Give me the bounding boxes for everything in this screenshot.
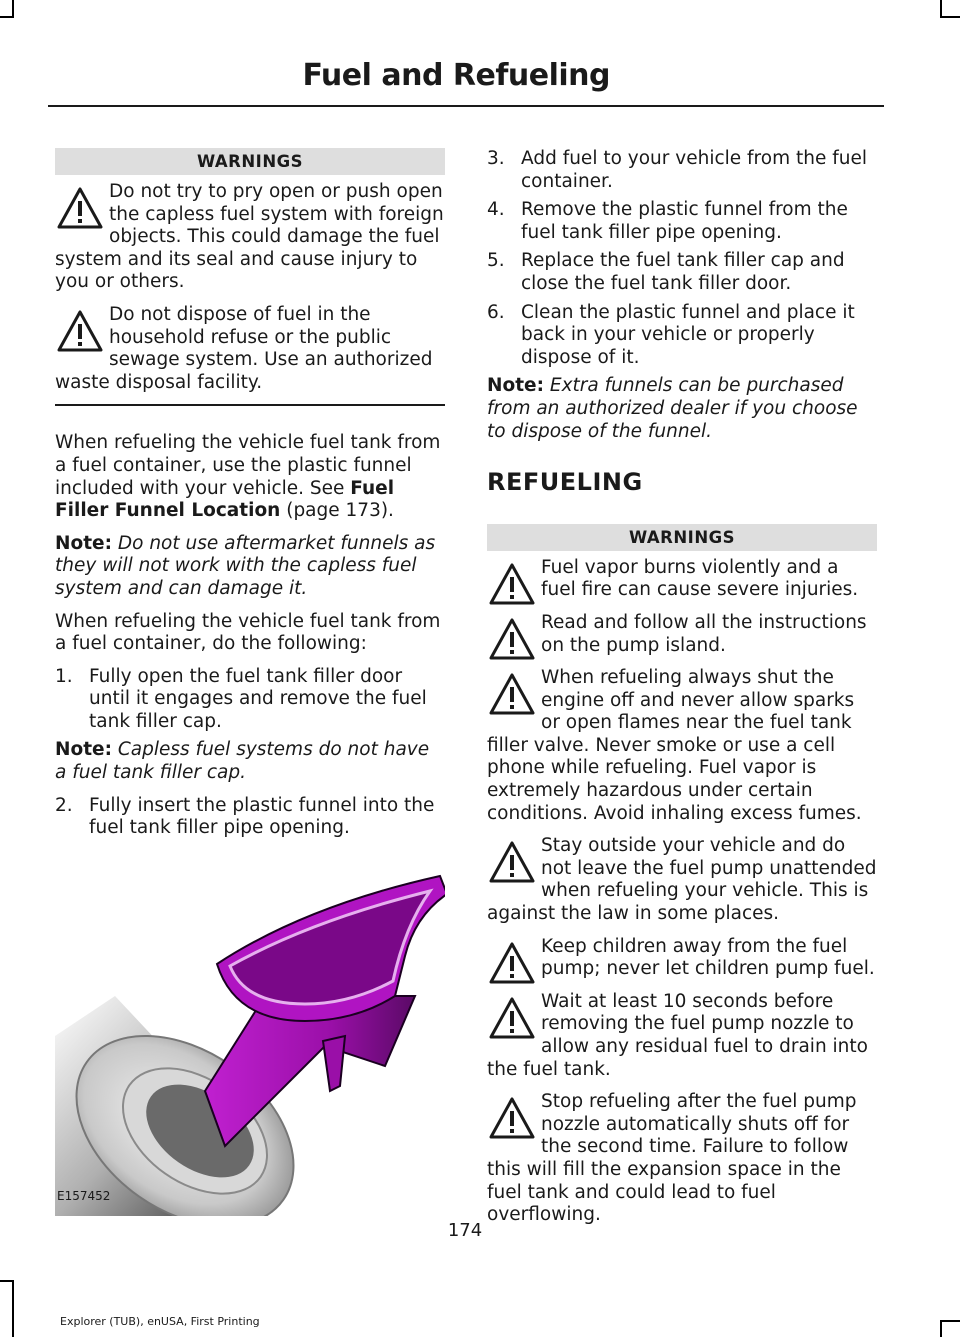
- warning-item: [487, 936, 877, 981]
- warning-item: [487, 1091, 877, 1227]
- crop-mark: [0, 1280, 14, 1282]
- intro-text: When refueling the vehicle fuel tank from a fuel container, use the plastic funnel included with your vehicle. See: [55, 432, 441, 499]
- warning-triangle-icon: [55, 185, 105, 231]
- section-heading: REFUELING: [487, 468, 643, 497]
- warning-item: [55, 181, 445, 294]
- funnel-illustration: [55, 846, 445, 1216]
- note-label: Note:: [55, 739, 112, 761]
- page-number: 174: [447, 1220, 483, 1241]
- page-title: Fuel and Refueling: [302, 58, 610, 93]
- step-text: Clean the plastic funnel and place it back in your vehicle or properly dispose of it.: [521, 301, 855, 368]
- note: [487, 375, 877, 443]
- crop-mark: [12, 1280, 14, 1337]
- warning-text: Do not try to pry open or push open the capless fuel system with foreign objects. This could damage the fuel system and its seal and cause injury to you or others.: [55, 181, 444, 293]
- warning-text: Read and follow all the instructions on the pump island.: [541, 611, 867, 656]
- warning-triangle-icon: [487, 839, 537, 885]
- warning-triangle-icon: [55, 308, 105, 354]
- crop-mark: [940, 1320, 960, 1322]
- step-item: [487, 250, 877, 295]
- step-number: 2.: [55, 794, 73, 816]
- warning-triangle-icon: [487, 561, 537, 607]
- note-body: Extra funnels can be purchased from an authorized dealer if you choose to dispose of the funnel.: [487, 375, 858, 442]
- step-number: 3.: [487, 148, 505, 169]
- step-item: [55, 795, 445, 840]
- step-list: [55, 795, 445, 840]
- crop-mark: [0, 16, 14, 18]
- step-item: [55, 666, 445, 734]
- warning-item: [55, 304, 445, 394]
- left-column: [55, 148, 445, 1216]
- note: [55, 533, 445, 601]
- step-text: Fully insert the plastic funnel into the fuel tank filler pipe opening.: [89, 794, 435, 839]
- warning-text: Stop refueling after the fuel pump nozzle automatically shuts off for the second time. Failure to follow this will fill the expansion space in the fuel tank and could lead to fuel overflowing.: [487, 1091, 857, 1226]
- step-list: [55, 666, 445, 734]
- right-column: [487, 148, 877, 1237]
- step-text: Add fuel to your vehicle from the fuel container.: [521, 148, 867, 192]
- step-number: 6.: [487, 301, 505, 323]
- step-item: [487, 148, 877, 193]
- warning-text: Wait at least 10 seconds before removing the fuel pump nozzle to allow any residual fuel to drain into the fuel tank.: [487, 990, 868, 1080]
- warnings-bar: WARNINGS: [487, 524, 877, 551]
- crop-mark: [940, 16, 960, 18]
- step-text: Replace the fuel tank filler cap and close the fuel tank filler door.: [521, 250, 845, 294]
- warning-item: [487, 557, 877, 602]
- warning-item: [487, 991, 877, 1081]
- warning-text: When refueling always shut the engine off and never allow sparks or open flames near the fuel tank filler valve. Never smoke or use a cell phone while refueling. Fuel vapor is extremely hazardous under certain conditions. Avoid inhaling excess fumes.: [487, 667, 862, 824]
- step-number: 1.: [55, 665, 73, 687]
- warnings-end-rule: [55, 404, 445, 406]
- footer-text: Explorer (TUB), enUSA, First Printing: [60, 1315, 260, 1328]
- note-body: Do not use aftermarket funnels as they will not work with the capless fuel system and can damage it.: [55, 532, 436, 599]
- warning-text: Do not dispose of fuel in the household refuse or the public sewage system. Use an authorized waste disposal facility.: [55, 303, 433, 393]
- note-label: Note:: [487, 375, 544, 397]
- figure-code: E157452: [57, 1189, 111, 1204]
- step-number: 4.: [487, 199, 505, 221]
- warning-item: [487, 667, 877, 825]
- step-text: Fully open the fuel tank filler door until it engages and remove the fuel tank filler cap.: [89, 665, 427, 732]
- procedure-intro: When refueling the vehicle fuel tank from a fuel container, do the following:: [55, 610, 441, 655]
- step-item: [487, 302, 877, 370]
- intro-paragraph: [55, 432, 445, 522]
- warning-text: Fuel vapor burns violently and a fuel fire can cause severe injuries.: [541, 556, 859, 601]
- warning-triangle-icon: [487, 1095, 537, 1141]
- note-body: Capless fuel systems do not have a fuel tank filler cap.: [55, 739, 430, 784]
- warning-triangle-icon: [487, 616, 537, 662]
- step-list: [487, 148, 877, 369]
- warning-triangle-icon: [487, 671, 537, 717]
- intro-page-ref: (page 173).: [280, 500, 394, 522]
- warning-item: [487, 612, 877, 657]
- warning-triangle-icon: [487, 995, 537, 1041]
- step-item: [487, 199, 877, 244]
- header-rule: [48, 105, 884, 107]
- warning-text: Stay outside your vehicle and do not leave the fuel pump unattended when refueling your vehicle. This is against the law in some places.: [487, 835, 877, 925]
- step-number: 5.: [487, 250, 505, 272]
- warning-triangle-icon: [487, 940, 537, 986]
- note-label: Note:: [55, 532, 112, 554]
- cross-reference-link[interactable]: Fuel Filler Funnel Location: [55, 477, 395, 522]
- warnings-bar: WARNINGS: [55, 148, 445, 175]
- warning-text: Keep children away from the fuel pump; never let children pump fuel.: [541, 935, 875, 980]
- warning-item: [487, 835, 877, 925]
- crop-mark: [940, 1320, 942, 1337]
- step-text: Remove the plastic funnel from the fuel tank filler pipe opening.: [521, 199, 848, 243]
- note: [55, 739, 445, 784]
- funnel-filler-pipe-image: [55, 846, 445, 1216]
